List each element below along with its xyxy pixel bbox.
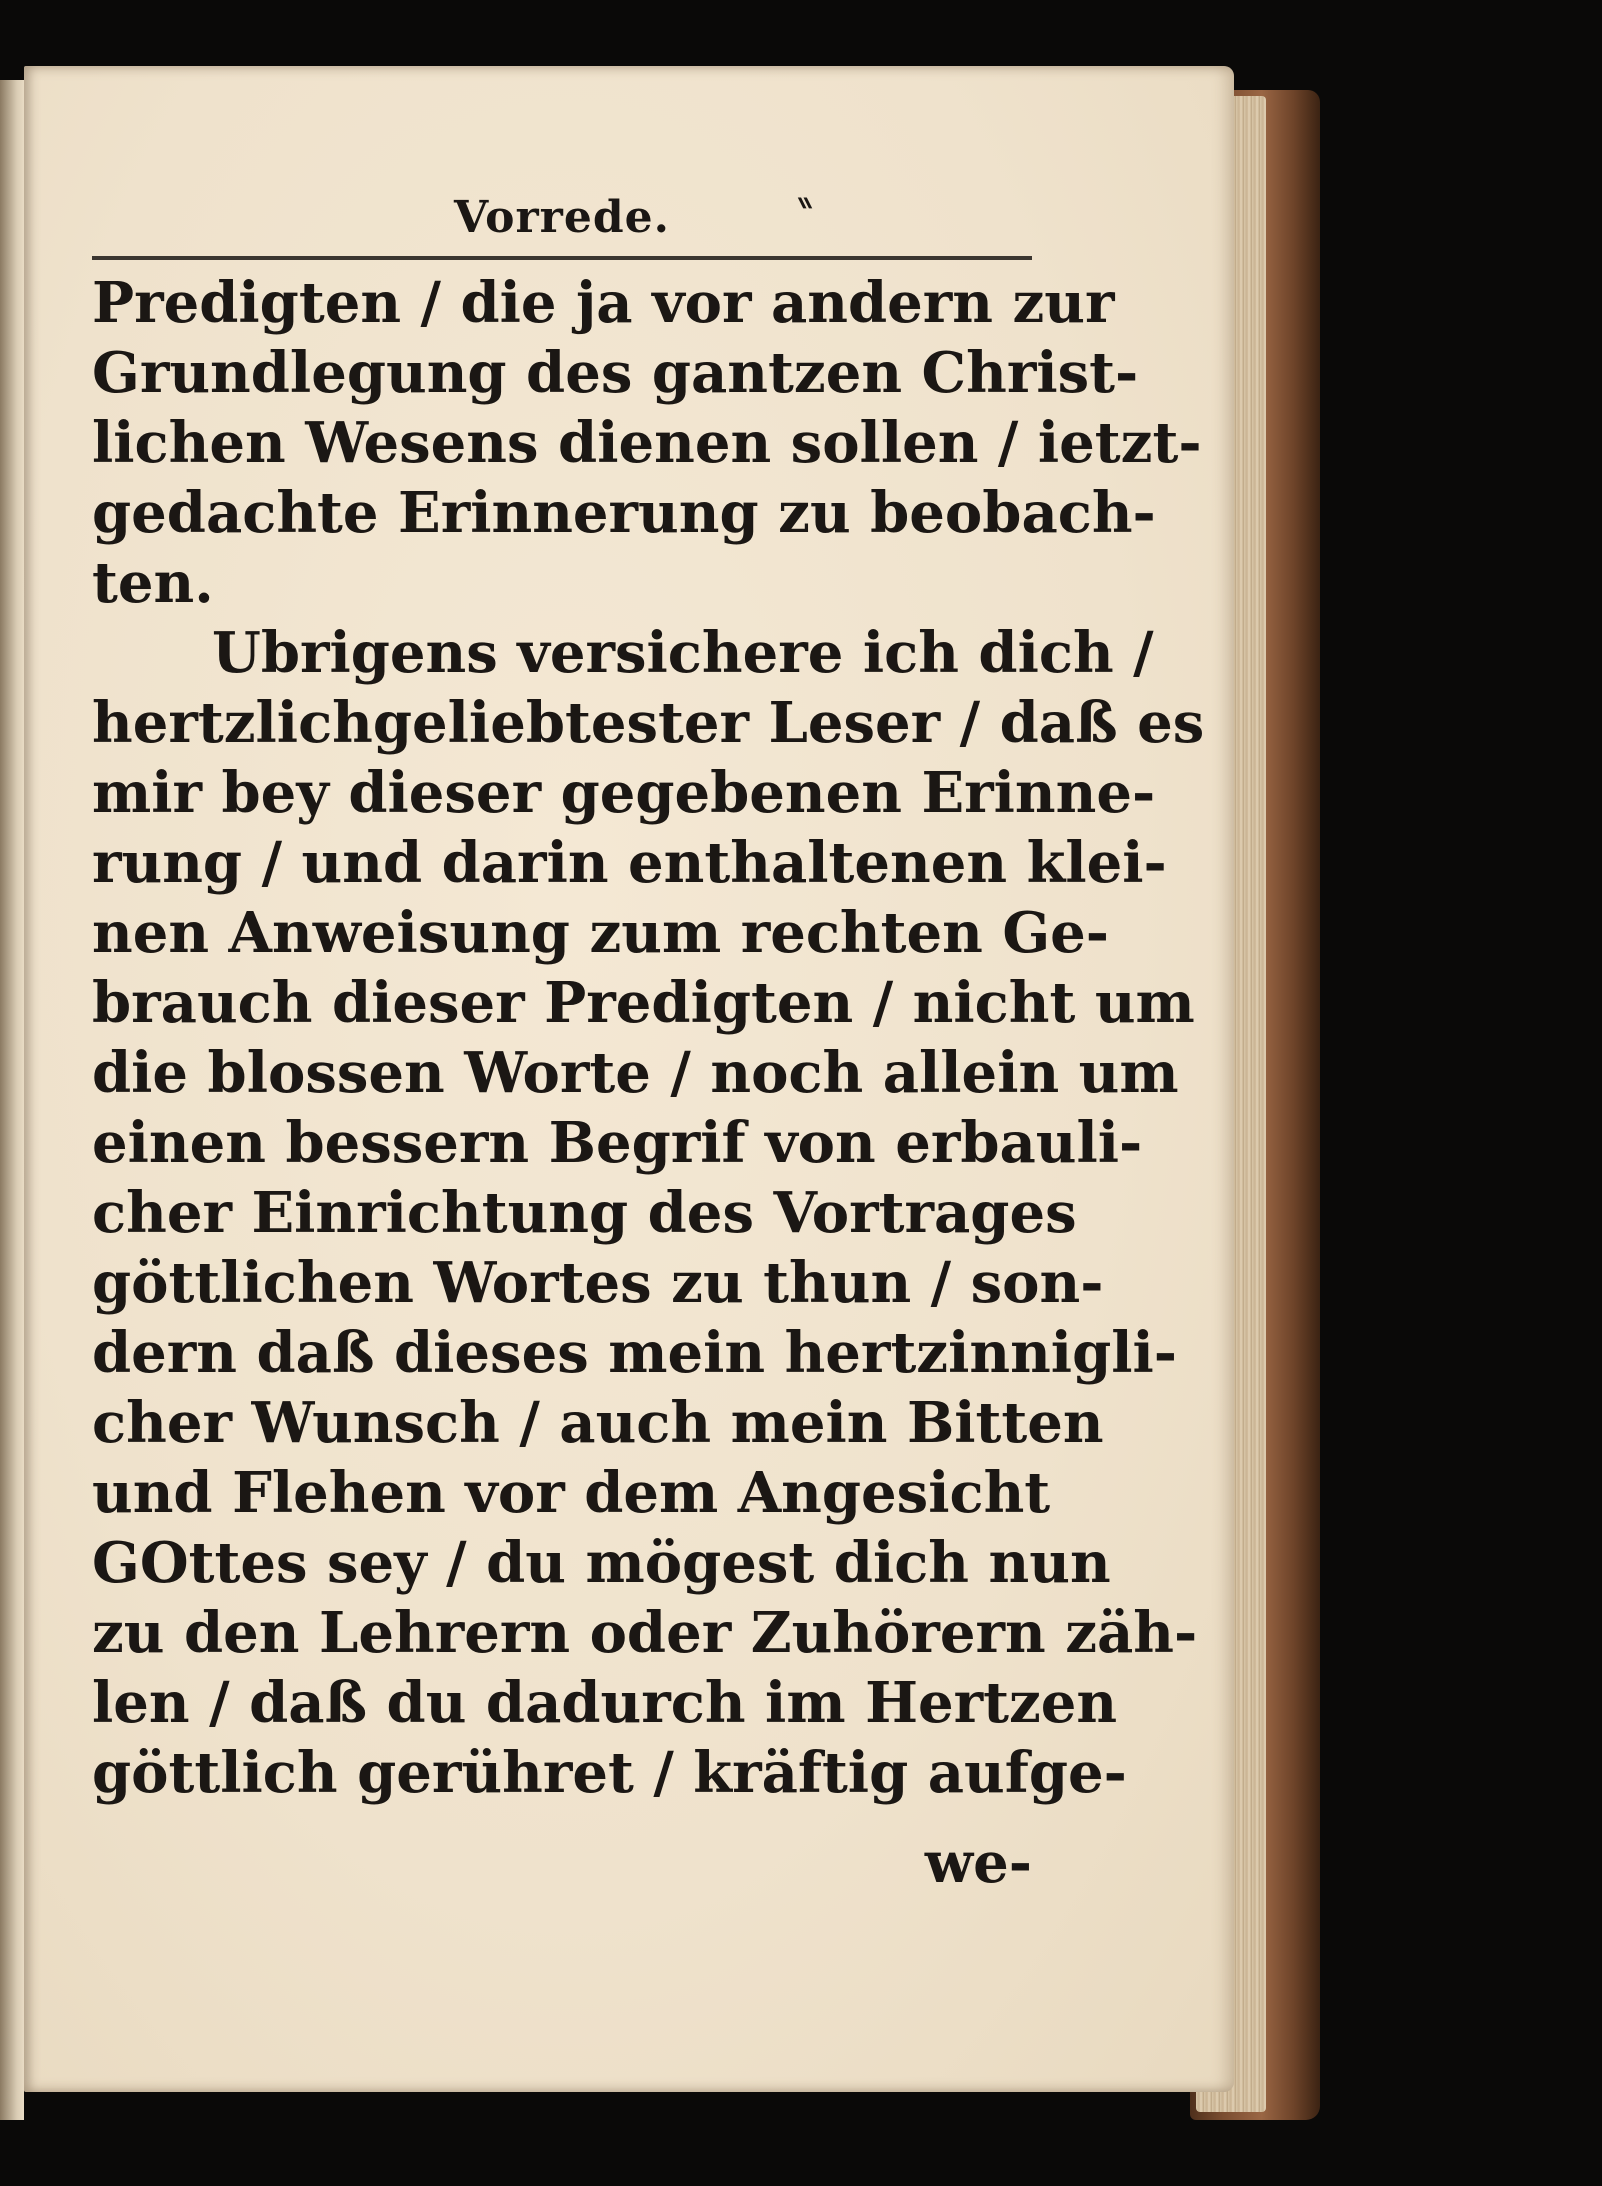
text-line: göttlich gerühret / kräftig aufge-: [92, 1740, 1127, 1806]
header-rule: [92, 256, 1032, 260]
text-line: ten.: [92, 550, 214, 616]
text-line: die blossen Worte / noch allein um: [92, 1040, 1179, 1106]
page-marker: ⸗: [786, 196, 832, 210]
body-text: [92, 268, 1205, 1808]
text-block: [92, 174, 1205, 1898]
text-line: nen Anweisung zum rechten Ge-: [92, 900, 1110, 966]
text-line: gedachte Erinnerung zu beobach-: [92, 480, 1156, 546]
text-line: GOttes sey / du mögest dich nun: [92, 1530, 1111, 1596]
right-page: [24, 66, 1234, 2092]
text-line: einen bessern Begrif von erbauli-: [92, 1110, 1143, 1176]
text-line: Predigten / die ja vor andern zur: [92, 270, 1115, 336]
text-line: cher Einrichtung des Vortrages: [92, 1180, 1077, 1246]
catchword: we-: [924, 1830, 1032, 1896]
left-page-edge: [0, 80, 24, 2120]
page-header: [92, 174, 1032, 256]
text-line: mir bey dieser gegebenen Erinne-: [92, 760, 1156, 826]
text-line: cher Wunsch / auch mein Bitten: [92, 1390, 1104, 1456]
text-line: hertzlichgeliebtester Leser / daß es: [92, 690, 1205, 756]
text-line: len / daß du dadurch im Hertzen: [92, 1670, 1118, 1736]
text-line: göttlichen Wortes zu thun / son-: [92, 1250, 1104, 1316]
text-line: Ubrigens versichere ich dich /: [212, 620, 1154, 686]
text-line: lichen Wesens dienen sollen / ietzt-: [92, 410, 1202, 476]
text-line: Grundlegung des gantzen Christ-: [92, 340, 1139, 406]
text-line: brauch dieser Predigten / nicht um: [92, 970, 1195, 1036]
text-line: und Flehen vor dem Angesicht: [92, 1460, 1051, 1526]
text-line: rung / und darin enthaltenen klei-: [92, 830, 1167, 896]
running-head: Vorrede.: [454, 192, 670, 243]
text-line: dern daß dieses mein hertzinnigli-: [92, 1320, 1178, 1386]
text-line: zu den Lehrern oder Zuhörern zäh-: [92, 1600, 1198, 1666]
